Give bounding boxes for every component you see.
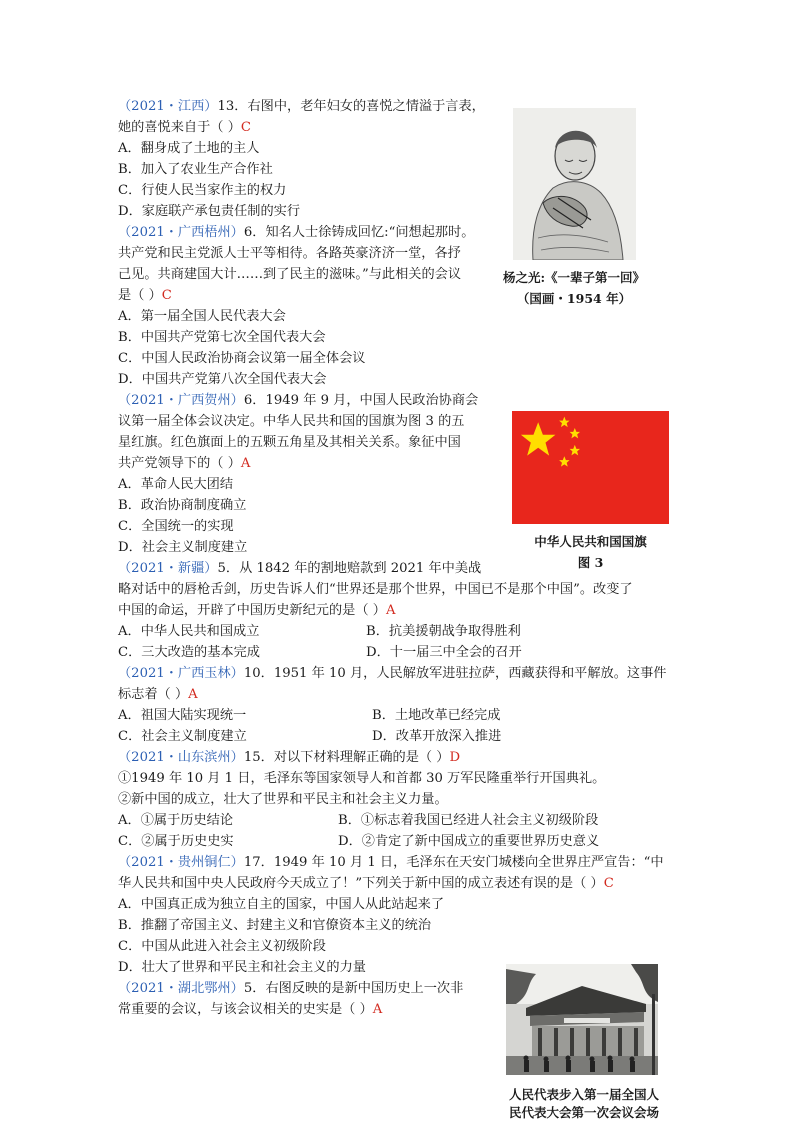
national-flag-image (512, 411, 669, 524)
option: D．十一届三中全会的召开 (366, 645, 522, 660)
question-8-line-2: 常重要的会议，与该会议相关的史实是（ ）A (118, 1002, 383, 1017)
option: C．②属于历史史实 (118, 834, 234, 849)
answer-key: C (240, 120, 251, 135)
question-5-line-2: 标志着（ ）A (118, 687, 198, 702)
painting-caption-1: 杨之光:《一辈子第一回》 (502, 270, 646, 285)
flag-caption-2: 图 3 (577, 555, 604, 570)
answer-key: A (372, 1002, 383, 1017)
question-source: （2021・贵州铜仁） (118, 855, 244, 870)
flag-svg (512, 411, 669, 524)
question-source: （2021・广西梧州） (118, 225, 244, 240)
option: B．抗美援朝战争取得胜利 (366, 624, 521, 639)
option: C．中国从此进入社会主义初级阶段 (118, 939, 326, 954)
question-1-line-1: （2021・江西）13．右图中，老年妇女的喜悦之情溢于言表， (118, 99, 485, 114)
question-7-line-2: 华人民共和国中央人民政府今天成立了！”下列关于新中国的成立表述有误的是（ ）C (118, 876, 614, 891)
question-3-line-2: 议第一届全体会议决定。中华人民共和国的国旗为图 3 的五 (118, 414, 465, 429)
option: A．翻身成了土地的主人 (118, 141, 260, 156)
option: D．改革开放深入推进 (372, 729, 502, 744)
question-2-line-4: 是（ ）C (118, 288, 172, 303)
congress-hall-photo (506, 964, 658, 1075)
answer-key: A (240, 456, 251, 471)
option: C．社会主义制度建立 (118, 729, 247, 744)
option: D．壮大了世界和平民主和社会主义的力量 (118, 960, 366, 975)
congress-caption-2: 民代表大会第一次会议会场 (508, 1105, 659, 1120)
option: D．②肯定了新中国成立的重要世界历史意义 (338, 834, 600, 849)
question-4-line-1: （2021・新疆）5．从 1842 年的割地赔款到 2021 年中美战 (118, 561, 482, 576)
question-4-line-3: 中国的命运，开辟了中国历史新纪元的是（ ）A (118, 603, 396, 618)
question-2-line-2: 共产党和民主党派人士平等相待。各路英豪济济一堂，各抒 (118, 246, 461, 261)
answer-key: C (161, 288, 172, 303)
question-3-line-1: （2021・广西贺州）6．1949 年 9 月，中国人民政治协商会 (118, 393, 479, 408)
question-8-line-1: （2021・湖北鄂州）5．右图反映的是新中国历史上一次非 (118, 981, 464, 996)
option: D．社会主义制度建立 (118, 540, 248, 555)
option: A．中国真正成为独立自主的国家，中国人从此站起来了 (118, 897, 445, 912)
option: D．家庭联产承包责任制的实行 (118, 204, 301, 219)
question-source: （2021・湖北鄂州） (118, 981, 244, 996)
answer-key: C (603, 876, 614, 891)
question-2-line-1: （2021・广西梧州）6．知名人士徐铸成回忆:“问想起那时。 (118, 225, 475, 240)
answer-key: A (188, 687, 198, 702)
question-5-line-1: （2021・广西玉林）10．1951 年 10 月，人民解放军进驻拉萨，西藏获得和平解放。这事件 (118, 666, 667, 681)
option: D．中国共产党第八次全国代表大会 (118, 372, 327, 387)
question-3-line-3: 星红旗。红色旗面上的五颗五角星及其相关关系。象征中国 (118, 435, 461, 450)
question-source: （2021・广西玉林） (118, 666, 244, 681)
option: A．革命人民大团结 (118, 477, 234, 492)
option: C．行使人民当家作主的权力 (118, 183, 287, 198)
option: B．①标志着我国已经进人社会主义初级阶段 (338, 813, 599, 828)
question-3-line-4: 共产党领导下的（ ）A (118, 456, 251, 471)
question-1-line-2: 她的喜悦来自于（ ）C (118, 120, 251, 135)
congress-caption-1: 人民代表步入第一届全国人 (508, 1087, 659, 1102)
option: B．政治协商制度确立 (118, 498, 247, 513)
flag-caption-1: 中华人民共和国国旗 (534, 534, 647, 549)
option: A．第一届全国人民代表大会 (118, 309, 286, 324)
question-source: （2021・江西） (118, 99, 218, 114)
option: A．中华人民共和国成立 (118, 624, 260, 639)
option: C．中国人民政治协商会议第一届全体会议 (118, 351, 366, 366)
elderly-woman-sketch (513, 108, 636, 260)
question-6-line-2: ①1949 年 10 月 1 日，毛泽东等国家领导人和首都 30 万军民隆重举行开国典礼。 (118, 771, 606, 786)
answer-key: A (385, 603, 396, 618)
option: A．①属于历史结论 (118, 813, 234, 828)
congress-hall-svg (506, 964, 658, 1075)
question-4-line-2: 略对话中的唇枪舌剑，历史告诉人们“世界还是那个世界，中国已不是那个中国”。改变了 (118, 582, 633, 597)
question-2-line-3: 己见。共商建国大计……到了民主的滋味。”与此相关的会议 (118, 267, 462, 282)
painting-caption-2: （国画・1954 年） (516, 291, 632, 306)
option: C．全国统一的实现 (118, 519, 234, 534)
option: B．推翻了帝国主义、封建主义和官僚资本主义的统治 (118, 918, 432, 933)
question-source: （2021・广西贺州） (118, 393, 244, 408)
question-7-line-1: （2021・贵州铜仁）17．1949 年 10 月 1 日，毛泽东在天安门城楼向全世界庄严宣告：“中 (118, 855, 664, 870)
option: B．土地改革已经完成 (372, 708, 501, 723)
question-source: （2021・山东滨州） (118, 750, 244, 765)
option: B．中国共产党第七次全国代表大会 (118, 330, 326, 345)
question-6-line-1: （2021・山东滨州）15．对以下材料理解正确的是（ ）D (118, 750, 461, 765)
option: B．加入了农业生产合作社 (118, 162, 273, 177)
option: A．祖国大陆实现统一 (118, 708, 247, 723)
answer-key: D (449, 750, 461, 765)
option: C．三大改造的基本完成 (118, 645, 260, 660)
question-6-line-3: ②新中国的成立，壮大了世界和平民主和社会主义力量。 (118, 792, 448, 807)
question-source: （2021・新疆） (118, 561, 218, 576)
painting-image (513, 108, 636, 260)
